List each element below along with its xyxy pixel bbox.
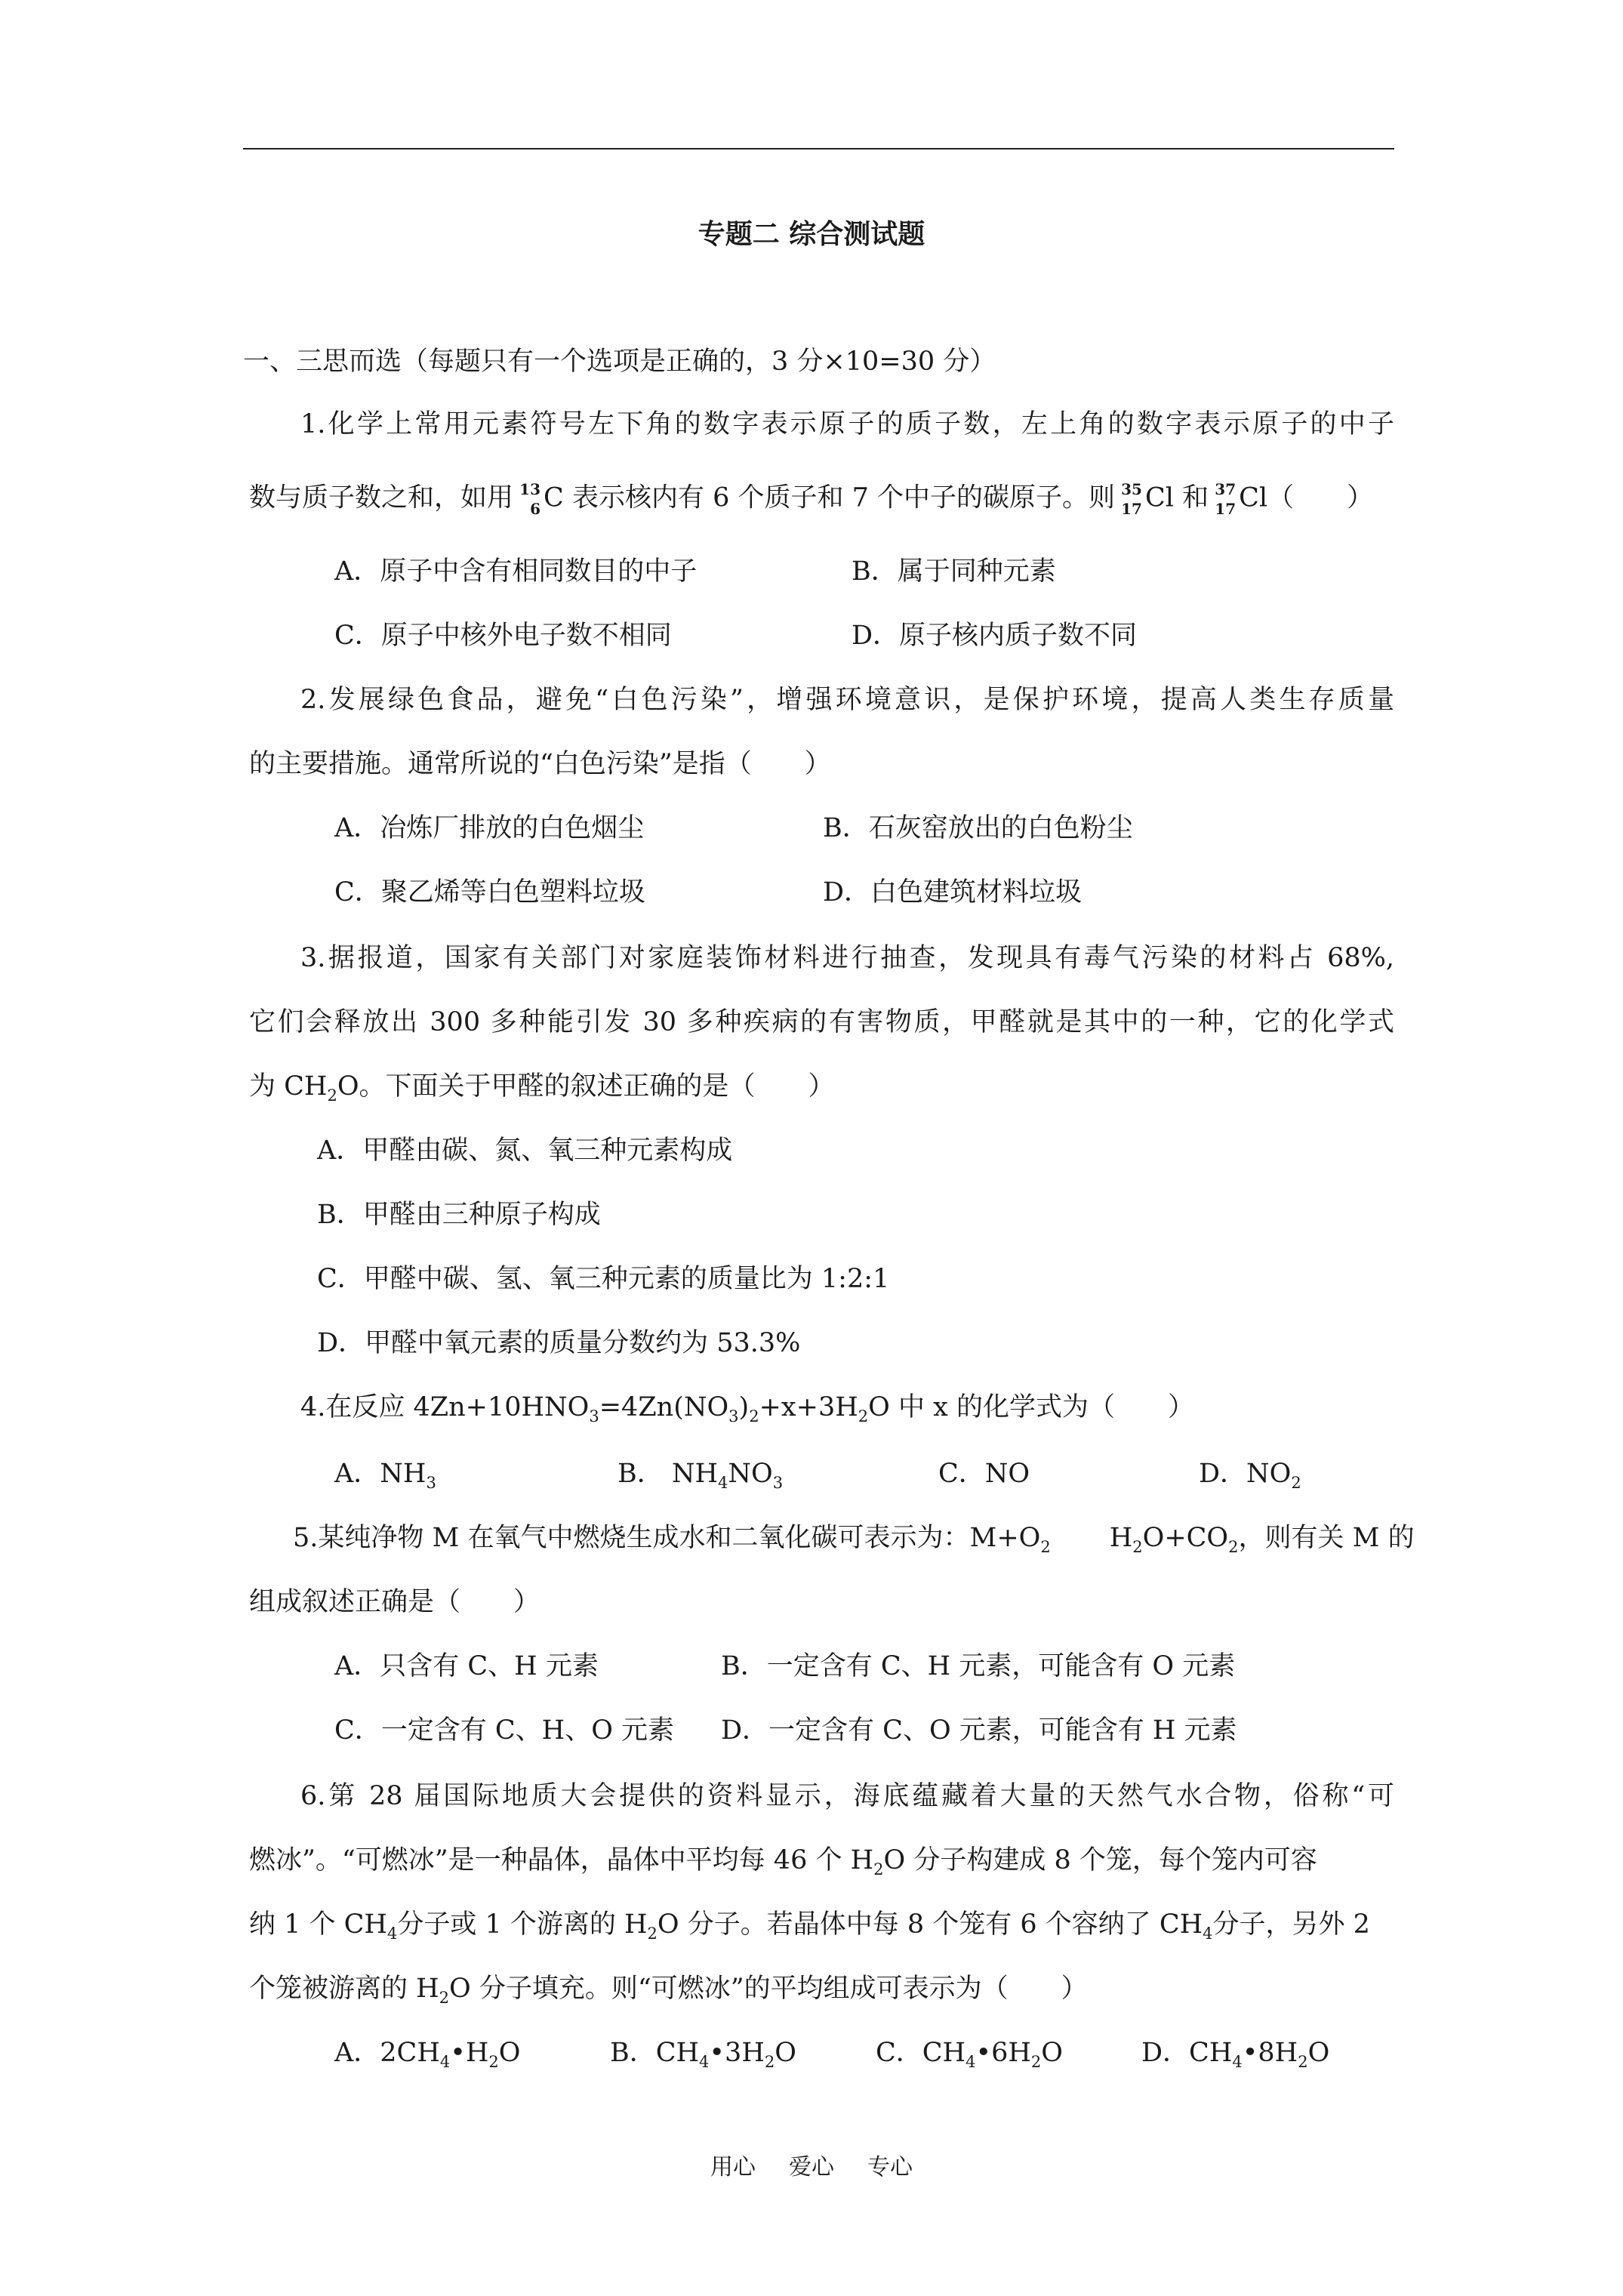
q6-stem-line1: 6.第 28 届国际地质大会提供的资料显示，海底蕴藏着大量的天然气水合物，俗称“可 [300,1781,1394,1811]
q4-option-d: D．$NO_2$ [1199,1459,1301,1492]
isotope-cl35: 35 17 [1121,480,1142,518]
q3-stem-line3: 为 $CH_2O$。下面关于甲醛的叙述正确的是（ ） [249,1071,835,1105]
q5-option-c: C．一定含有 C、H、O 元素 [334,1715,675,1746]
q2-option-b: B．石灰窑放出的白色粉尘 [823,813,1133,843]
q6-stem-line3: 纳 1 个 $CH_4$分子或 1 个游离的 $H_2O$ 分子。若晶体中每 8 个笼有 6 个容纳了 $CH_4$分子，另外 2 [249,1909,1370,1943]
q2-option-c: C．聚乙烯等白色塑料垃圾 [334,877,645,908]
q6-option-b: B．$CH_4•3H_2O$ [610,2038,796,2071]
q1-option-c: C．原子中核外电子数不相同 [334,621,672,651]
q5-stem-line1: 5.某纯净物 M 在氧气中燃烧生成水和二氧化碳可表示为：$M+O_2$ $H_2O+CO_2$，则有关 M 的 [293,1523,1415,1556]
page-footer: 用心 爱心 专心 [710,2154,913,2180]
q4-option-a: A．$NH_3$ [334,1459,436,1492]
header-rule [243,148,1394,149]
q1-option-b: B．属于同种元素 [852,556,1056,587]
q3-option-c: C．甲醛中碳、氢、氧三种元素的质量比为 1:2:1 [317,1264,890,1294]
q5-stem-line2: 组成叙述正确是（ ） [249,1587,540,1617]
q2-option-d: D．白色建筑材料垃圾 [823,877,1083,908]
q3-stem-line1: 3.据报道，国家有关部门对家庭装饰材料进行抽查，发现具有毒气污染的材料占 68%, [300,943,1394,973]
q6-stem-line4: 个笼被游离的 $H_2O$ 分子填充。则“可燃冰”的平均组成可表示为（ ） [249,1974,1088,2007]
q5-option-d: D．一定含有 C、O 元素，可能含有 H 元素 [721,1715,1237,1746]
q3-stem-line2: 它们会释放出 300 多种能引发 30 多种疾病的有害物质，甲醛就是其中的一种，它的化学式 [249,1007,1394,1037]
q3-option-d: D．甲醛中氧元素的质量分数约为 53.3% [317,1328,801,1358]
isotope-c13: 13 6 [519,480,541,518]
q1-stem-line2: 数与质子数之和，如用 13 6 C 表示核内有 6 个质子和 7 个中子的碳原子。则 35 17 Cl 和 37 17 Cl（ ） [249,480,1374,518]
q4-option-b: B． $NH_4NO_3$ [617,1459,784,1492]
q3-option-b: B．甲醛由三种原子构成 [317,1200,601,1230]
q6-option-a: A．$2CH_4•H_2O$ [334,2038,521,2071]
q6-option-d: D．$CH_4•8H_2O$ [1141,2038,1330,2071]
q5-option-b: B．一定含有 C、H 元素，可能含有 O 元素 [721,1651,1236,1681]
q5-option-a: A．只含有 C、H 元素 [334,1651,599,1681]
q4-option-c: C．NO [938,1459,1030,1489]
isotope-cl37: 37 17 [1215,480,1236,518]
page-title: 专题二 综合测试题 [698,219,925,250]
q3-option-a: A．甲醛由碳、氮、氧三种元素构成 [317,1136,733,1166]
q1-option-d: D．原子核内质子数不同 [852,621,1138,651]
section-heading: 一、三思而选（每题只有一个选项是正确的，3 分×10=30 分） [243,347,996,377]
q6-stem-line2: 燃冰”。“可燃冰”是一种晶体，晶体中平均每 46 个 $H_2O$ 分子构建成 8 个笼，每个笼内可容 [249,1845,1317,1878]
q1-stem-line1: 1.化学上常用元素符号左下角的数字表示原子的质子数，左上角的数字表示原子的中子 [300,409,1394,439]
q2-stem-line2: 的主要措施。通常所说的“白色污染”是指（ ） [249,749,831,779]
q6-option-c: C．$CH_4•6H_2O$ [876,2038,1063,2071]
q2-stem-line1: 2.发展绿色食品，避免“白色污染”，增强环境意识，是保护环境，提高人类生存质量 [300,685,1394,715]
q1-option-a: A．原子中含有相同数目的中子 [334,556,698,587]
q2-option-a: A．冶炼厂排放的白色烟尘 [334,813,645,843]
q4-stem: 4.在反应 $4Zn+10HNO_3=4Zn(NO_3)_2+x+3H_2O$ 中 x 的化学式为（ ） [300,1392,1194,1425]
